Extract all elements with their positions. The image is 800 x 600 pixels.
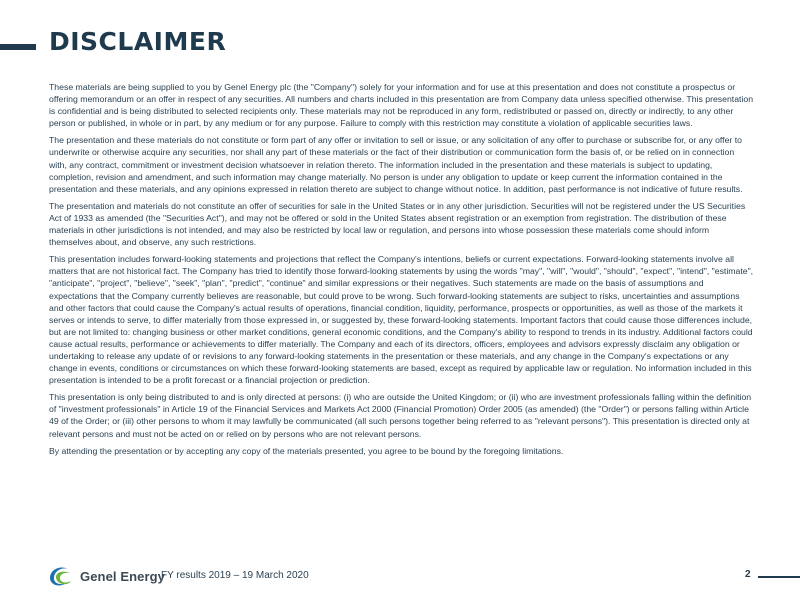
genel-swirl-icon: [46, 563, 76, 589]
footer-accent-bar: [758, 576, 800, 578]
genel-energy-logo: [46, 561, 165, 591]
page-title: DISCLAIMER: [49, 27, 227, 56]
logo-wordmark: Genel Energy: [80, 568, 166, 584]
disclaimer-body: [49, 81, 754, 462]
page-number: 2: [745, 569, 751, 580]
disclaimer-paragraph: This presentation is only being distributed to and is only directed at persons: (i) who are outside the United Kingdom; or (ii) who are investment professionals falling within the definition of "investment professionals" in Article 19 of the Financial Services and Markets Act 2000 (Financial Promotion) Order 2005 (as amended) (the "Order") or persons falling within Article 49 of the Order; or (iii) other persons to whom it may lawfully be communicated (all such persons together being referred to as "relevant persons"). This presentation is directed only at relevant persons and must not be acted on or relied on by persons who are not relevant persons.: [49, 392, 752, 439]
disclaimer-paragraph: This presentation includes forward-looking statements and projections that reflect the Company's intentions, beliefs or current expectations. Forward-looking statements involve all matters that are not historical fact. The Company has tried to identify those forward-looking statements by using the words "may", "will", "would", "should", "expect", "intend", "estimate", "anticipate", "project", "believe", "seek", "plan", "predict", "continue" and similar expressions or their negatives. Such statements are made on the basis of assumptions and expectations that the Company currently believes are reasonable, but could prove to be wrong. Such forward-looking statements are subject to risks, uncertainties and assumptions and other factors that could cause the Company's actual results of operations, financial condition, liquidity, performance, prospects or opportunities, as well as those of the markets it serves or intends to serve, to differ materially from those expressed in, or suggested by, these forward-looking statements. Important factors that could cause those differences include, but are not limited to: changing business or other market conditions, general economic conditions, and the Company's ability to respond to trends in its industry. Additional factors could cause actual results, performance or achievements to differ materially. The Company and each of its directors, officers, employees and advisors expressly disclaim any obligation or undertaking to release any update of or revisions to any forward-looking statements in the presentation or these materials, and any change in the Company's expectations or any change in events, conditions or circumstances on which these forward-looking statements are based, except as required by applicable law or regulation. No information included in this presentation is intended to be a profit forecast or a financial projection or prediction.: [49, 254, 754, 386]
disclaimer-paragraph: The presentation and these materials do not constitute or form part of any offer or invitation to sell or issue, or any solicitation of any offer to purchase or subscribe for, or any offer to underwrite or otherwise acquire any securities, nor shall any part of these materials or the fact of their distribution or communication form the basis of, or be relied on in connection with, any contract, commitment or investment decision whatsoever in relation thereto. The information included in the presentation and these materials is subject to updating, completion, revision and amendment, and such information may change materially. No person is under any obligation to update or keep current the information contained in the presentation and these materials, and any opinions expressed in relation thereto are subject to change without notice. In addition, past performance is not indicative of future results.: [49, 135, 743, 194]
title-accent-bar: [0, 44, 36, 50]
footer-caption: FY results 2019 – 19 March 2020: [161, 570, 309, 581]
disclaimer-paragraph: By attending the presentation or by accepting any copy of the materials presented, you agree to be bound by the foregoing limitations.: [49, 445, 564, 456]
disclaimer-paragraph: The presentation and materials do not constitute an offer of securities for sale in the United States or in any other jurisdiction. Securities will not be registered under the US Securities Act of 1933 as amended (the "Securities Act"), and may not be offered or sold in the United States absent registration or an exemption from registration. The distribution of these materials in other jurisdictions is not intended, and may also be restricted by local law or regulation, and persons into whose possession these materials come should inform themselves about, and observe, any such restrictions.: [49, 200, 746, 248]
disclaimer-paragraph: These materials are being supplied to you by Genel Energy plc (the "Company") solely for your information and for use at this presentation and does not constitute a prospectus or offering memorandum or an offer in respect of any securities. All numbers and charts included in this presentation are from Company data unless specified otherwise. This presentation is confidential and is being distributed to selected recipients only. These materials may not be reproduced in any form, redistributed or passed on, directly or indirectly, to any other person or published, in whole or in part, by any medium or for any purpose. Failure to comply with this restriction may constitute a violation of applicable securities laws.: [49, 82, 754, 129]
